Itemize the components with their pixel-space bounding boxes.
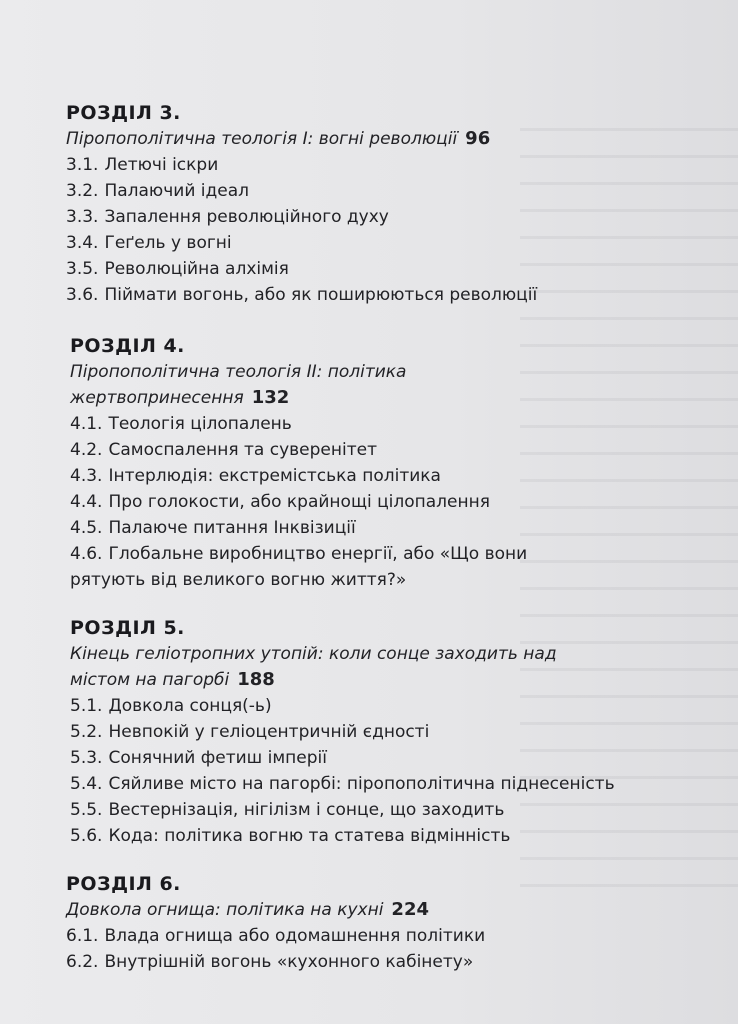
toc-item	[70, 489, 670, 515]
toc-item	[70, 745, 690, 771]
toc-item	[70, 411, 670, 437]
toc-item-text: Палаюче питання Інквізиції	[108, 518, 356, 538]
toc-item	[66, 204, 666, 230]
chapter-title-text: Піропополітична теологія I: вогні революції	[66, 129, 458, 149]
toc-item-number: 3.3.	[66, 207, 99, 227]
toc-item-text: Летючі іскри	[104, 155, 219, 175]
toc-item-number: 5.4.	[70, 774, 103, 794]
toc-item-number: 3.1.	[66, 155, 99, 175]
toc-item-number: 4.6.	[70, 544, 103, 564]
toc-item-text: Довкола сонця(-ь)	[108, 696, 272, 716]
toc-item-text: Влада огнища або одомашнення політики	[104, 926, 486, 946]
toc-item	[66, 923, 666, 949]
toc-item-number: 3.2.	[66, 181, 99, 201]
toc-item-text: Внутрішній вогонь «кухонного кабінету»	[104, 952, 474, 972]
chapter-5	[70, 615, 690, 849]
toc-item-text: Геґель у вогні	[104, 233, 232, 253]
chapter-title-text: Довкола огнища: політика на кухні	[66, 900, 384, 920]
toc-item	[70, 719, 690, 745]
toc-item	[66, 152, 666, 178]
chapter-heading: РОЗДІЛ 6.	[66, 873, 181, 895]
toc-item-text: Палаючий ідеал	[104, 181, 250, 201]
toc-item-number: 3.4.	[66, 233, 99, 253]
chapter-title	[70, 641, 690, 667]
toc-item	[70, 463, 670, 489]
toc-item-number: 3.5.	[66, 259, 99, 279]
chapter-heading: РОЗДІЛ 3.	[66, 102, 181, 124]
toc-item-number: 6.1.	[66, 926, 99, 946]
toc-item-number: 5.2.	[70, 722, 103, 742]
chapter-title-text: жертвопринесення	[70, 388, 244, 408]
toc-item	[66, 282, 666, 308]
toc-item-text: Запалення революційного духу	[104, 207, 389, 227]
toc-item-text: Невпокій у геліоцентричній єдності	[108, 722, 430, 742]
toc-item-number: 5.6.	[70, 826, 103, 846]
chapter-4	[70, 333, 670, 593]
chapter-page-number: 188	[237, 669, 275, 690]
toc-item-text: Сонячний фетиш імперії	[108, 748, 327, 768]
toc-item-text: Інтерлюдія: екстремістська політика	[108, 466, 441, 486]
toc-item-continuation	[70, 567, 670, 593]
chapter-heading: РОЗДІЛ 4.	[70, 335, 185, 357]
toc-item-text: Сяйливе місто на пагорбі: піропополітична піднесеність	[108, 774, 615, 794]
chapter-title	[66, 126, 666, 152]
toc-item-text: Про голокости, або крайнощі цілопалення	[108, 492, 490, 512]
chapter-heading: РОЗДІЛ 5.	[70, 617, 185, 639]
chapter-title	[66, 897, 666, 923]
chapter-3	[66, 100, 666, 308]
toc-item-text: Революційна алхімія	[104, 259, 289, 279]
toc-item	[70, 823, 690, 849]
toc-item-number: 4.3.	[70, 466, 103, 486]
chapter-title	[70, 385, 670, 411]
toc-item-text: Теологія цілопалень	[108, 414, 292, 434]
chapter-title	[70, 667, 690, 693]
chapter-title	[70, 359, 670, 385]
toc-item-number: 3.6.	[66, 285, 99, 305]
chapter-title-text: Піропополітична теологія II: політика	[70, 362, 407, 382]
toc-item-text: Самоспалення та суверенітет	[108, 440, 377, 460]
toc-item-number: 4.2.	[70, 440, 103, 460]
toc-item	[66, 949, 666, 975]
toc-item-text: Вестернізація, нігілізм і сонце, що заходить	[108, 800, 505, 820]
toc-item	[66, 230, 666, 256]
chapter-title-text: містом на пагорбі	[70, 670, 230, 690]
chapter-page-number: 224	[391, 899, 429, 920]
toc-item-text: Кода: політика вогню та статева відмінність	[108, 826, 511, 846]
chapter-page-number: 132	[251, 387, 290, 408]
toc-item-number: 4.4.	[70, 492, 103, 512]
toc-item	[70, 541, 670, 567]
chapter-6	[66, 871, 666, 975]
toc-item	[70, 771, 690, 797]
toc-item	[70, 693, 690, 719]
toc-item	[70, 437, 670, 463]
toc-item	[66, 256, 666, 282]
toc-item	[70, 797, 690, 823]
toc-item	[66, 178, 666, 204]
toc-item-number: 5.1.	[70, 696, 103, 716]
toc-item-text: Глобальне виробництво енергії, або «Що вони	[108, 544, 528, 564]
chapter-page-number: 96	[465, 128, 491, 149]
toc-item-number: 5.3.	[70, 748, 103, 768]
toc-item-text: Піймати вогонь, або як поширюються революції	[104, 285, 538, 305]
toc-item	[70, 515, 670, 541]
toc-item-number: 4.1.	[70, 414, 103, 434]
toc-item-text: рятують від великого вогню життя?»	[70, 570, 407, 590]
chapter-title-text: Кінець геліотропних утопій: коли сонце заходить над	[70, 644, 557, 664]
toc-item-number: 5.5.	[70, 800, 103, 820]
toc-item-number: 6.2.	[66, 952, 99, 972]
toc-item-number: 4.5.	[70, 518, 103, 538]
